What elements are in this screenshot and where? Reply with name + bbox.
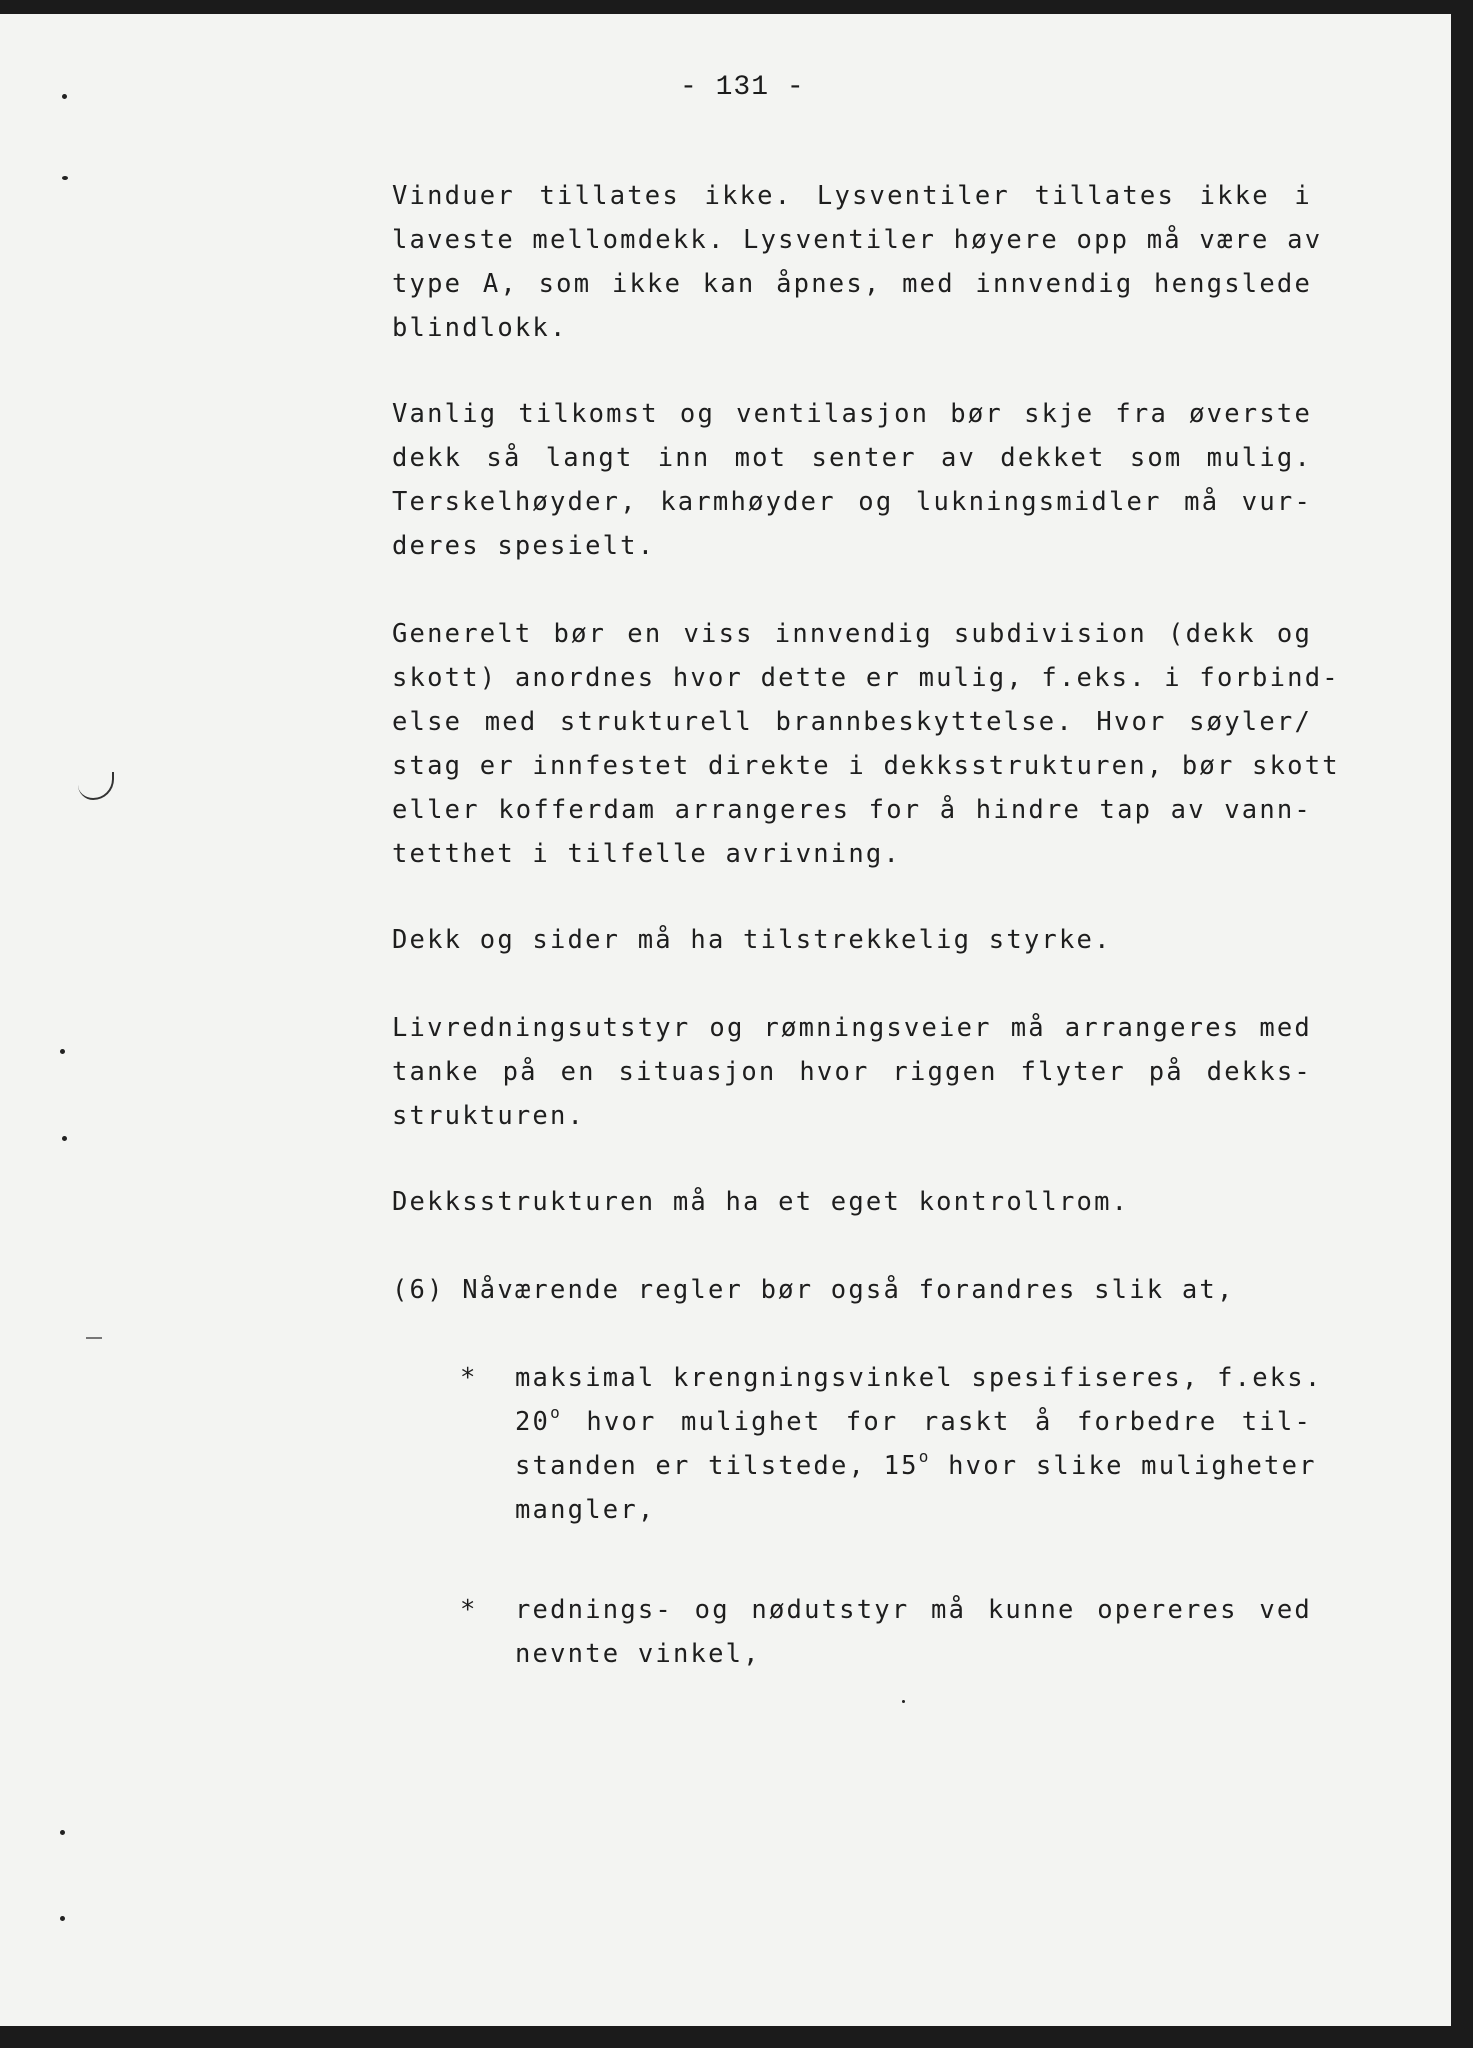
- text-line: Terskelhøyder, karmhøyder og lukningsmidler må vur-: [392, 487, 1312, 517]
- text-line: Dekk og sider må ha tilstrekkelig styrke.: [392, 925, 1112, 955]
- text-line: deres spesielt.: [392, 531, 656, 561]
- paragraph-subdivision: [392, 612, 1340, 876]
- text-line: stag er innfestet direkte i dekksstrukturen, bør skott: [392, 751, 1340, 781]
- paragraph-rules-intro: [392, 1268, 1312, 1312]
- paragraph-control-room: [392, 1180, 1312, 1224]
- paragraph-windows: [392, 174, 1323, 350]
- bullet-marker: *: [460, 1363, 478, 1393]
- text-line: tanke på en situasjon hvor riggen flyter på dekks-: [392, 1057, 1312, 1087]
- margin-speck: [60, 1049, 65, 1054]
- text-line: Vanlig tilkomst og ventilasjon bør skje fra øverste: [392, 399, 1312, 429]
- bullet-marker: *: [460, 1595, 478, 1625]
- text-fragment: hvor mulighet for raskt å forbedre til-: [561, 1407, 1312, 1437]
- page-number: - 131 -: [680, 72, 805, 103]
- margin-dash-mark: [86, 1337, 102, 1339]
- degree-superscript: o: [918, 1447, 931, 1466]
- text-line: laveste mellomdekk. Lysventiler høyere opp må være av: [392, 225, 1323, 255]
- text-line: (6) Nåværende regler bør også forandres slik at,: [392, 1275, 1235, 1305]
- text-fragment: 20: [515, 1407, 551, 1437]
- text-line: Livredningsutstyr og rømningsveier må arrangeres med: [392, 1013, 1312, 1043]
- paragraph-deck-strength: [392, 918, 1312, 962]
- text-fragment: hvor slike muligheter: [930, 1451, 1317, 1481]
- text-line: blindlokk.: [392, 313, 568, 343]
- bullet-item-heel-angle: [392, 1356, 1323, 1532]
- text-line: strukturen.: [392, 1101, 586, 1131]
- text-line: dekk så langt inn mot senter av dekket som mulig.: [392, 443, 1312, 473]
- text-line: mangler,: [515, 1495, 656, 1525]
- text-line: eller kofferdam arrangeres for å hindre tap av vann-: [392, 795, 1312, 825]
- paragraph-access-ventilation: [392, 392, 1312, 568]
- margin-speck: [62, 176, 68, 180]
- text-line: [515, 1444, 1317, 1488]
- bullet-text: [515, 1588, 1312, 1676]
- text-line: Vinduer tillates ikke. Lysventiler tillates ikke i: [392, 181, 1312, 211]
- text-line: rednings- og nødutstyr må kunne opereres ved: [515, 1595, 1312, 1625]
- text-speck: [902, 1700, 905, 1703]
- margin-curl-mark: [78, 772, 114, 800]
- text-line: else med strukturell brannbeskyttelse. Hvor søyler/: [392, 707, 1312, 737]
- text-line: skott) anordnes hvor dette er mulig, f.eks. i forbind-: [392, 663, 1340, 693]
- paragraph-lifesaving: [392, 1006, 1312, 1138]
- bullet-text: [515, 1356, 1323, 1532]
- bullet-item-rescue-equipment: [392, 1588, 1312, 1676]
- text-fragment: standen er tilstede, 15: [515, 1451, 919, 1481]
- text-line: maksimal krengningsvinkel spesifiseres, f.eks.: [515, 1363, 1323, 1393]
- text-line: type A, som ikke kan åpnes, med innvendig hengslede: [392, 269, 1312, 299]
- text-line: nevnte vinkel,: [515, 1639, 761, 1669]
- margin-speck: [60, 1916, 65, 1921]
- text-line: Generelt bør en viss innvendig subdivision (dekk og: [392, 619, 1312, 649]
- margin-speck: [62, 94, 67, 99]
- margin-speck: [62, 1136, 67, 1141]
- text-line: [515, 1400, 1312, 1444]
- margin-speck: [60, 1830, 65, 1835]
- degree-superscript: o: [550, 1403, 562, 1422]
- text-line: tetthet i tilfelle avrivning.: [392, 839, 902, 869]
- scanned-page: [0, 14, 1451, 2026]
- text-line: Dekksstrukturen må ha et eget kontrollrom.: [392, 1187, 1130, 1217]
